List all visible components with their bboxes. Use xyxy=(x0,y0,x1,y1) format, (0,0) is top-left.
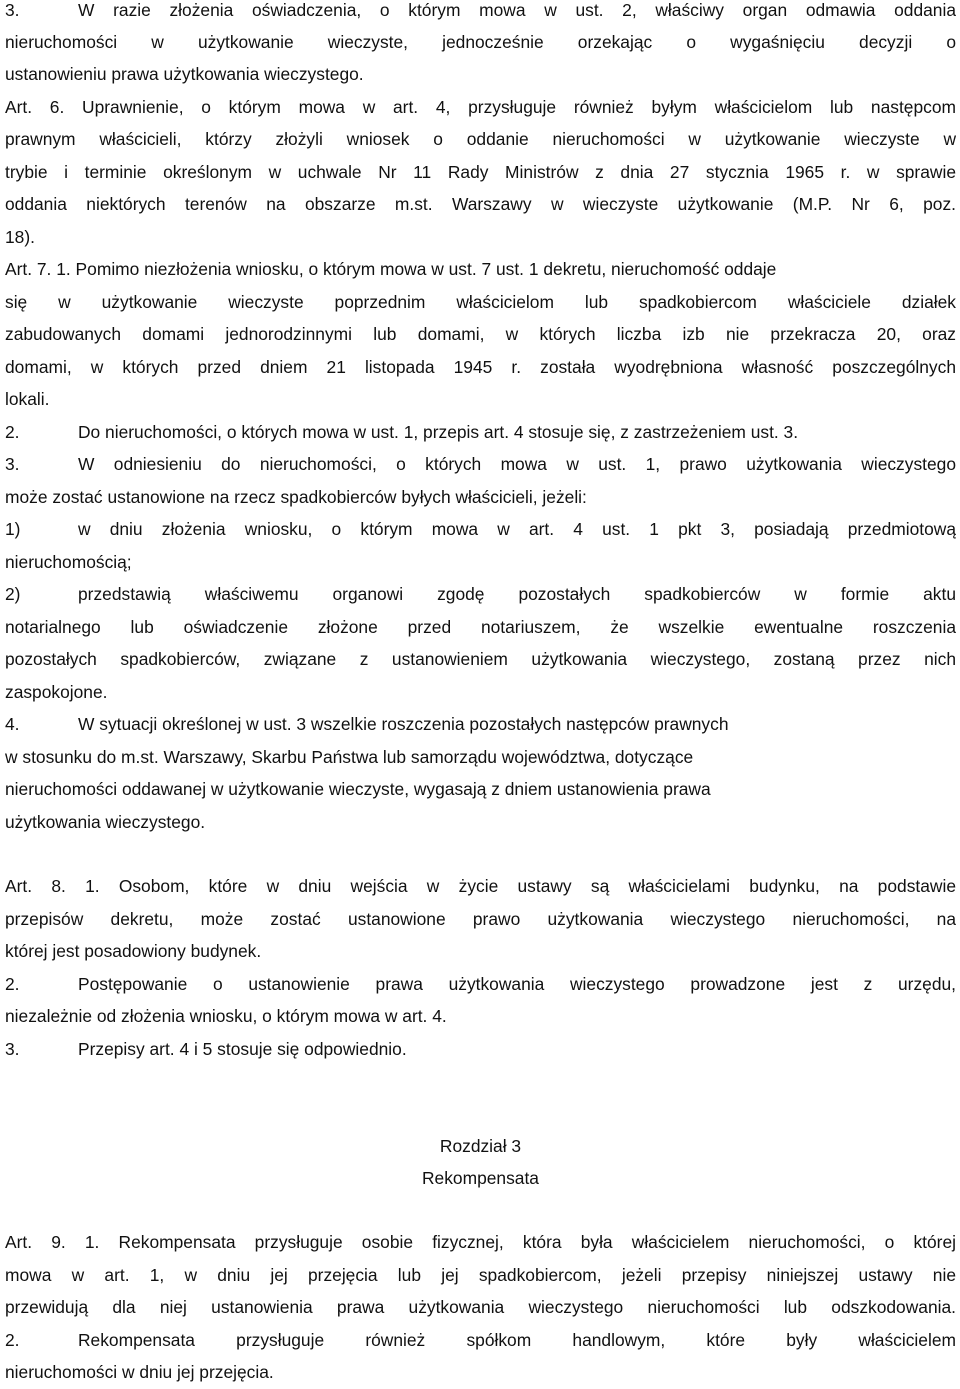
item-number: 4. xyxy=(5,714,20,734)
text-line-21: pozostałych spadkobierców, związane z ustanowieniem użytkowania wieczystego, zostaną przez nich xyxy=(5,649,956,669)
text-line-11: zabudowanych domami jednorodzinnymi lub domami, w których liczba izb nie przekracza 20, oraz xyxy=(5,324,956,344)
text-line-3: ustanowieniu prawa użytkowania wieczystego. xyxy=(5,64,364,84)
text-line-39: nieruchomości w dniu jej przejęcia. xyxy=(5,1362,274,1382)
text-line-27: Art. 8. 1. Osobom, które w dniu wejścia w życie ustawy są właścicielami budynku, na podstawie xyxy=(5,876,956,896)
text-line-17 xyxy=(5,513,956,546)
text-line-38 xyxy=(5,1324,956,1357)
text-line-7: oddania niektórych terenów na obszarze m.st. Warszawy w wieczyste użytkowanie (M.P. Nr 6, poz. xyxy=(5,194,956,214)
item-number: 2. xyxy=(5,1330,20,1350)
text-line-16: może zostać ustanowione na rzecz spadkobierców byłych właścicieli, jeżeli: xyxy=(5,487,587,507)
text-line-15 xyxy=(5,448,956,481)
text-line-14 xyxy=(5,416,956,449)
text-line-36: mowa w art. 1, w dniu jej przejęcia lub jej spadkobiercom, jeżeli przepisy niniejszej ustawy nie xyxy=(5,1265,956,1285)
text-line-22: zaspokojone. xyxy=(5,682,108,702)
text-line-32 xyxy=(5,1033,956,1066)
text-line-12: domami, w których przed dniem 21 listopada 1945 r. została wyodrębniona własność poszczególnych xyxy=(5,357,956,377)
item-text: Przepisy art. 4 i 5 stosuje się odpowiednio. xyxy=(78,1039,407,1059)
text-line-29: której jest posadowiony budynek. xyxy=(5,941,262,961)
text-line-2: nieruchomości w użytkowanie wieczyste, jednocześnie orzekając o wygaśnięciu decyzji o xyxy=(5,32,956,52)
item-number: 2. xyxy=(5,974,20,994)
item-text: w dniu złożenia wniosku, o którym mowa w art. 4 ust. 1 pkt 3, posiadają przedmiotową xyxy=(78,519,956,539)
text-line-1 xyxy=(5,0,956,27)
text-line-33: Rozdział 3 xyxy=(439,1136,522,1156)
text-line-20: notarialnego lub oświadczenie złożone przed notariuszem, że wszelkie ewentualne roszczenia xyxy=(5,617,956,637)
text-line-30 xyxy=(5,968,956,1001)
text-line-28: przepisów dekretu, może zostać ustanowione prawo użytkowania wieczystego nieruchomości, na xyxy=(5,909,956,929)
item-number: 2) xyxy=(5,584,21,604)
item-number: 2. xyxy=(5,422,20,442)
text-line-6: trybie i terminie określonym w uchwale Nr 11 Rady Ministrów z dnia 27 stycznia 1965 r. w sprawie xyxy=(5,162,956,182)
item-text: Rekompensata przysługuje również spółkom handlowym, które były właścicielem xyxy=(78,1330,956,1350)
text-line-37: przewidują dla niej ustanowienia prawa użytkowania wieczystego nieruchomości lub odszkodowania. xyxy=(5,1297,956,1317)
text-line-31: niezależnie od złożenia wniosku, o którym mowa w art. 4. xyxy=(5,1006,447,1026)
item-number: 1) xyxy=(5,519,21,539)
item-text: Do nieruchomości, o których mowa w ust. 1, przepis art. 4 stosuje się, z zastrzeżeniem ust. 3. xyxy=(78,422,799,442)
text-line-4: Art. 6. Uprawnienie, o którym mowa w art. 4, przysługuje również byłym właścicielom lub następcom xyxy=(5,97,956,117)
text-line-10: się w użytkowanie wieczyste poprzednim właścicielom lub spadkobiercom właściciele działek xyxy=(5,292,956,312)
item-text: W razie złożenia oświadczenia, o którym mowa w ust. 2, właściwy organ odmawia oddania xyxy=(78,0,956,20)
text-line-19 xyxy=(5,578,956,611)
item-text: przedstawią właściwemu organowi zgodę pozostałych spadkobierców w formie aktu xyxy=(78,584,956,604)
text-line-34: Rekompensata xyxy=(422,1168,539,1188)
item-text: W sytuacji określonej w ust. 3 wszelkie roszczenia pozostałych następców prawnych xyxy=(78,714,729,734)
text-line-18: nieruchomością; xyxy=(5,552,132,572)
text-line-9: Art. 7. 1. Pomimo niezłożenia wniosku, o którym mowa w ust. 7 ust. 1 dekretu, nieruchomość oddaje xyxy=(5,259,777,279)
text-line-5: prawnym właścicieli, którzy złożyli wniosek o oddanie nieruchomości w użytkowanie wieczyste w xyxy=(5,129,956,149)
item-number: 3. xyxy=(5,0,20,20)
text-line-23 xyxy=(5,708,956,741)
text-line-13: lokali. xyxy=(5,389,50,409)
text-line-8: 18). xyxy=(5,227,35,247)
text-line-25: nieruchomości oddawanej w użytkowanie wieczyste, wygasają z dniem ustanowienia prawa xyxy=(5,779,711,799)
item-text: Postępowanie o ustanowienie prawa użytkowania wieczystego prowadzone jest z urzędu, xyxy=(78,974,956,994)
text-line-26: użytkowania wieczystego. xyxy=(5,812,206,832)
item-number: 3. xyxy=(5,1039,20,1059)
text-line-35: Art. 9. 1. Rekompensata przysługuje osobie fizycznej, która była właścicielem nieruchomości, o której xyxy=(5,1232,956,1252)
item-text: W odniesieniu do nieruchomości, o których mowa w ust. 1, prawo użytkowania wieczystego xyxy=(78,454,956,474)
text-line-24: w stosunku do m.st. Warszawy, Skarbu Państwa lub samorządu województwa, dotyczące xyxy=(5,747,694,767)
item-number: 3. xyxy=(5,454,20,474)
